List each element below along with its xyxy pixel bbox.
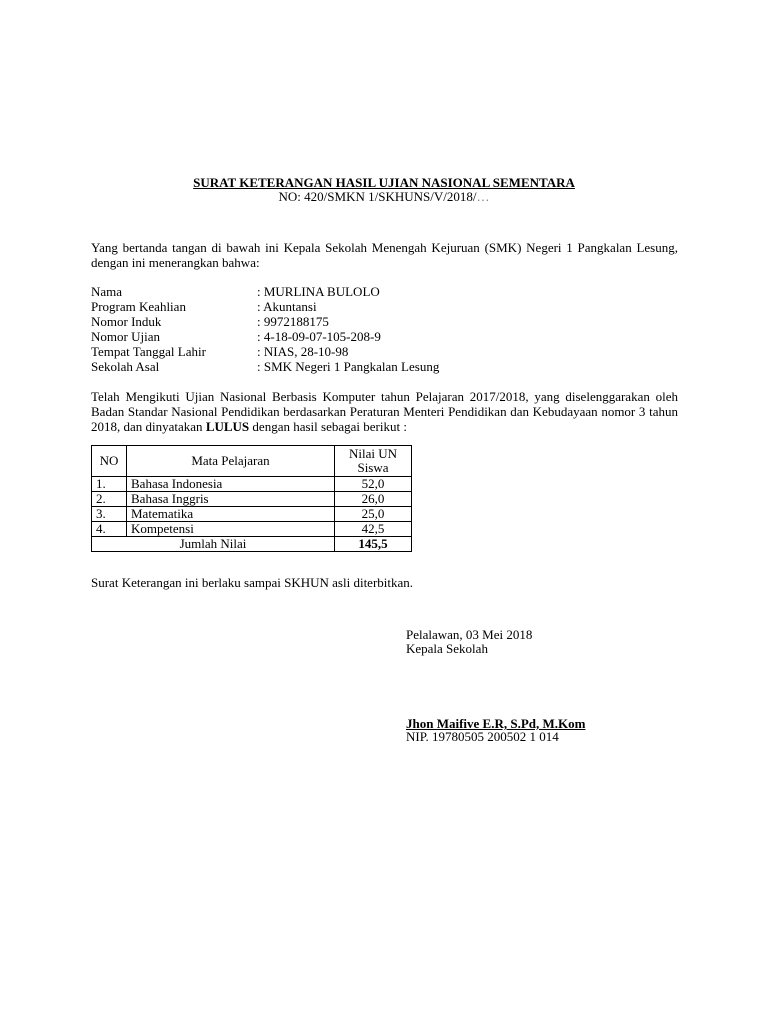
statement-text-end: dengan hasil sebagai berikut :: [249, 419, 407, 434]
identity-row-exam-number: [91, 329, 591, 344]
identity-label: Tempat Tanggal Lahir: [91, 344, 206, 359]
identity-value: : 9972188175: [257, 314, 329, 329]
statement-result: LULUS: [205, 419, 250, 434]
table-header-row: [92, 446, 412, 477]
closing-statement: Surat Keterangan ini berlaku sampai SKHUN asli diterbitkan.: [91, 575, 414, 590]
identity-label: Sekolah Asal: [91, 359, 160, 374]
row-subject: Bahasa Inggris: [127, 492, 335, 507]
identity-value: : Akuntansi: [257, 299, 317, 314]
row-subject: Bahasa Indonesia: [127, 477, 335, 492]
identity-value: : SMK Negeri 1 Pangkalan Lesung: [257, 359, 440, 374]
row-subject: Kompetensi: [127, 522, 335, 537]
header-score-line1: Nilai UN: [348, 446, 398, 461]
table-row: [92, 507, 412, 522]
document-number-text: NO: 420/SMKN 1/SKHUNS/V/2018/: [278, 189, 477, 204]
statement-text: Telah Mengikuti Ujian Nasional Berbasis Komputer tahun Pelajaran 2017/2018, yang diselenggarakan oleh Badan Standar Nasional Pendidikan berdasarkan Peraturan Menteri Pendidikan dan Kebudayaan nomor 3 tahun 2018, dan dinyatakan: [91, 389, 678, 434]
header-no: NO: [92, 446, 127, 477]
intro-paragraph: Yang bertanda tangan di bawah ini Kepala Sekolah Menengah Kejuruan (SMK) Negeri 1 Pangkalan Lesung, dengan ini menerangkan bahwa:: [91, 240, 678, 270]
row-score: 42,5: [335, 522, 412, 537]
document-number-dots: …: [476, 189, 490, 204]
table-row: [92, 477, 412, 492]
row-no: 1.: [92, 477, 127, 492]
signature-role: Kepala Sekolah: [406, 641, 488, 656]
document-title: SURAT KETERANGAN HASIL UJIAN NASIONAL SEMENTARA: [193, 175, 575, 190]
identity-row-school: [91, 359, 591, 374]
row-score: 52,0: [335, 477, 412, 492]
identity-list: [91, 284, 591, 374]
identity-value: : 4-18-09-07-105-208-9: [257, 329, 381, 344]
identity-row-student-number: [91, 314, 591, 329]
header-subject: Mata Pelajaran: [127, 446, 335, 477]
identity-label: Nomor Ujian: [91, 329, 160, 344]
row-no: 2.: [92, 492, 127, 507]
document-number: [0, 189, 768, 204]
row-no: 4.: [92, 522, 127, 537]
total-value: 145,5: [335, 537, 412, 552]
row-subject: Matematika: [127, 507, 335, 522]
table-row: [92, 492, 412, 507]
identity-value: : MURLINA BULOLO: [257, 284, 380, 299]
statement-paragraph: [91, 389, 678, 434]
signature-place-date: Pelalawan, 03 Mei 2018: [406, 627, 533, 642]
signature-nip: NIP. 19780505 200502 1 014: [406, 729, 559, 744]
table-total-row: [92, 537, 412, 552]
signature-name: Jhon Maifive E.R, S.Pd, M.Kom: [406, 716, 586, 731]
identity-label: Nama: [91, 284, 123, 299]
score-table: [91, 445, 412, 552]
identity-row-name: [91, 284, 591, 299]
identity-label: Nomor Induk: [91, 314, 162, 329]
identity-row-program: [91, 299, 591, 314]
total-label: Jumlah Nilai: [92, 537, 335, 552]
header-score: [335, 446, 412, 477]
identity-label: Program Keahlian: [91, 299, 186, 314]
header-score-line2: Siswa: [357, 460, 389, 475]
row-score: 26,0: [335, 492, 412, 507]
table-row: [92, 522, 412, 537]
identity-row-birth: [91, 344, 591, 359]
row-score: 25,0: [335, 507, 412, 522]
identity-value: : NIAS, 28-10-98: [257, 344, 349, 359]
row-no: 3.: [92, 507, 127, 522]
